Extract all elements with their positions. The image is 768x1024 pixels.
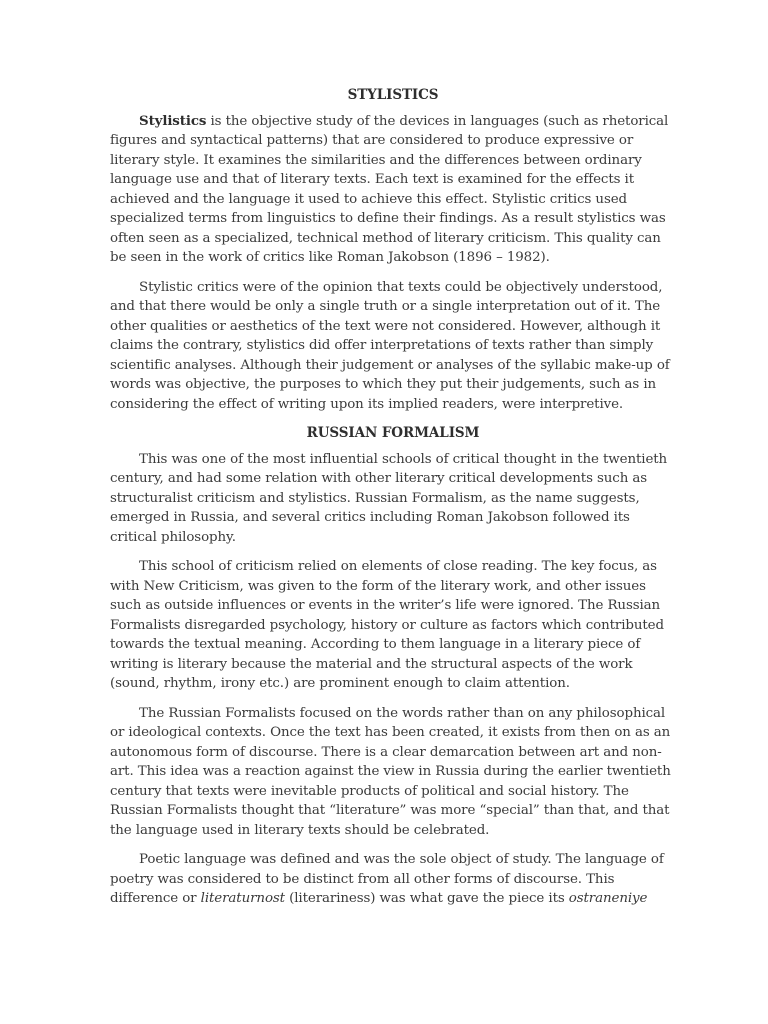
paragraph-poetic-language bbox=[110, 850, 676, 909]
term-ostraneniye: ostraneniye bbox=[568, 891, 648, 906]
paragraph-words-focus: The Russian Formalists focused on the words rather than on any philosophical or ideological contexts. Once the text has been created, it exists from then on as an autonomous form of discourse. There is a clear demarcation between art and non-art. This idea was a reaction against the view in Russia during the earlier twentieth century that texts were inevitable products of political and social history. The Russian Formalists thought that “literature” was more “special” than that, and that the language used in literary texts should be celebrated. bbox=[110, 705, 671, 838]
term-stylistics: Stylistics bbox=[139, 112, 207, 129]
heading-stylistics: STYLISTICS bbox=[347, 87, 439, 103]
paragraph-text: (literariness) was what gave the piece its bbox=[284, 891, 569, 906]
document-page bbox=[110, 86, 676, 919]
paragraph-close-reading: This school of criticism relied on elements of close reading. The key focus, as with New Criticism, was given to the form of the literary work, and other issues such as outside influences or events in the writer’s life were ignored. The Russian Formalists disregarded psychology, history or culture as factors which contributed towards the textual meaning. According to them language in a literary piece of writing is literary because the material and the structural aspects of the work (sound, rhythm, irony etc.) are prominent enough to claim attention. bbox=[110, 559, 664, 691]
paragraph-stylistic-critics: Stylistic critics were of the opinion that texts could be objectively understood, and that there would be only a single truth or a single interpretation out of it. The other qualities or aesthetics of the text were not considered. However, although it claims the contrary, stylistics did offer interpretations of texts rather than simply scientific analyses. Although their judgement or analyses of the syllabic make-up of words was objective, the purposes to which they put their judgements, such as in considering the effect of writing upon its implied readers, were interpretive. bbox=[110, 279, 670, 412]
paragraph-formalism-intro: This was one of the most influential schools of critical thought in the twentieth century, and had some relation with other literary critical developments such as structuralist criticism and stylistics. Russian Formalism, as the name suggests, emerged in Russia, and several critics including Roman Jakobson followed its critical philosophy. bbox=[110, 451, 668, 545]
paragraph-stylistics-definition bbox=[110, 112, 676, 268]
heading-russian-formalism: RUSSIAN FORMALISM bbox=[306, 425, 480, 441]
term-literaturnost: literaturnost bbox=[200, 891, 285, 906]
paragraph-text: is the objective study of the devices in languages (such as rhetorical figures and syntactical patterns) that are considered to produce expressive or literary style. It examines the similarities and the differences between ordinary language use and that of literary texts. Each text is examined for the effects it achieved and the language it used to achieve this effect. Stylistic critics used specialized terms from linguistics to define their findings. As a result stylistics was often seen as a specialized, technical method of literary criticism. This quality can be seen in the work of critics like Roman Jakobson (1896 – 1982). bbox=[110, 113, 669, 265]
paragraph-text: Poetic language was defined and was the sole object of study. The language of poetry was considered to be distinct from all other forms of discourse. This difference or bbox=[110, 852, 664, 906]
